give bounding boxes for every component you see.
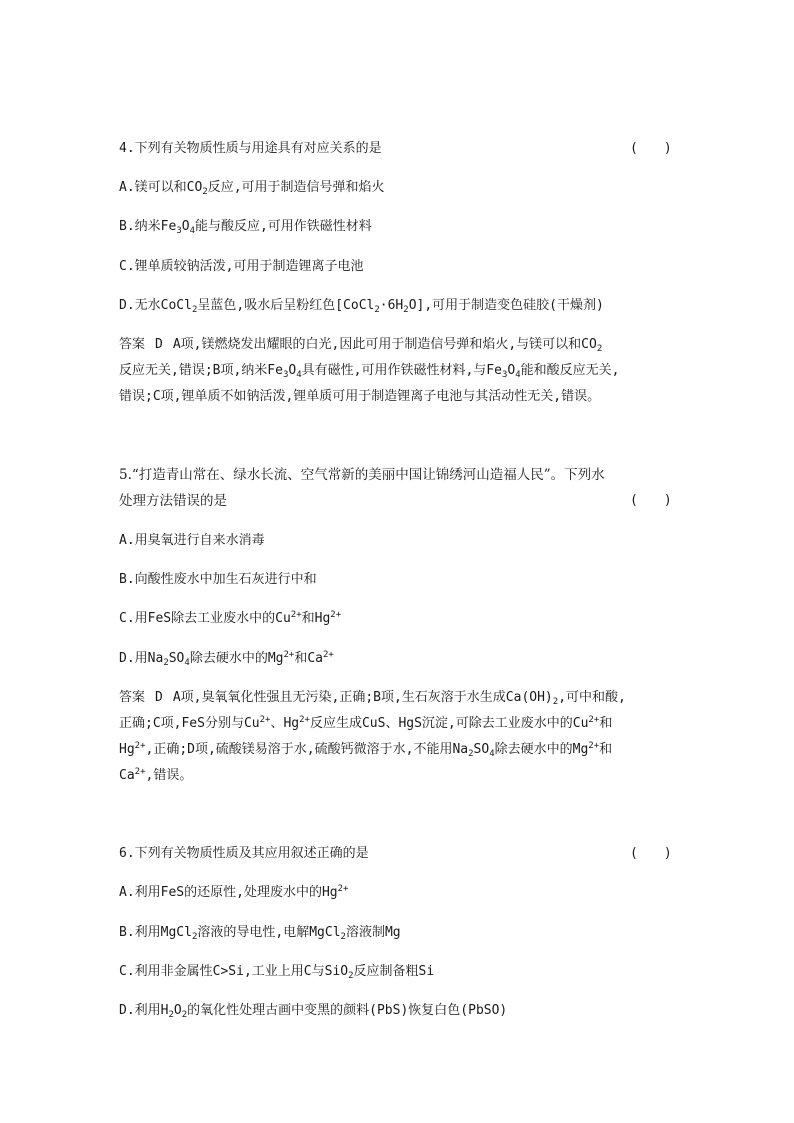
q4-explanation-line-3: 错误;C项,锂单质不如钠活泼,锂单质可用于制造锂离子电池与其活动性无关,错误。	[119, 389, 601, 404]
q4-option-d: D.无水CoCl$_2$呈蓝色,吸水后呈粉红色$[CoCl_2\cdot 6H_2O]$,可用于制造变色硅胶(干燥剂)	[119, 298, 604, 315]
q6-stem: 6.下列有关物质性质及其应用叙述正确的是	[119, 846, 369, 861]
q4-option-a: A.镁可以和$CO_2$反应,可用于制造信号弹和焰火	[119, 180, 385, 197]
q5-explanation-line-1: 答案 D A项,臭氧氧化性强且无污染,正确;B项,生石灰溶于水生成$Ca(OH)_2$,可中和酸,	[119, 690, 626, 707]
answer-key: D	[155, 337, 163, 352]
q4-option-b: B.纳米$Fe_3O_4$能与酸反应,可用作铁磁性材料	[119, 219, 372, 236]
answer-key: D	[155, 690, 163, 705]
q5-option-b: B.向酸性废水中加生石灰进行中和	[119, 572, 317, 587]
q5-option-a: A.用臭氧进行自来水消毒	[119, 533, 265, 548]
q5-option-d: D.用$Na_2SO_4$除去硬水中的$Mg^{2+}$和$Ca^{2+}$	[119, 650, 334, 668]
q4-answer-bracket: ( )	[630, 141, 672, 156]
q4-explanation-line-2: 反应无关,错误;B项,纳米$Fe_3O_4$具有磁性,可用作铁磁性材料,与$Fe_3O_4$能和酸反应无关,	[119, 363, 620, 380]
q4-option-c: C.锂单质较钠活泼,可用于制造锂离子电池	[119, 259, 364, 274]
q6-option-d: D.利用$H_2O_2$的氧化性处理古画中变黑的颜料(PbS)恢复白色(PbSO)	[119, 1003, 508, 1020]
q5-explanation-line-4: $Ca^{2+}$,错误。	[119, 767, 193, 783]
q5-explanation-line-2: 正确;C项,FeS分别与$Cu^{2+}$、$Hg^{2+}$反应生成CuS、HgS沉淀,可除去工业废水中的$Cu^{2+}$和	[119, 715, 613, 731]
q6-option-c: C.利用非金属性C>Si,工业上用C与SiO$_2$反应制备粗Si	[119, 964, 435, 981]
q5-stem-line-2: 处理方法错误的是	[119, 493, 227, 509]
q4-explanation-line-1: 答案 D A项,镁燃烧发出耀眼的白光,因此可用于制造信号弹和焰火,与镁可以和$CO_2$	[119, 337, 603, 354]
q5-stem-line-1: 5.“打造青山常在、绿水长流、空气常新的美丽中国让锦绣河山造福人民”。下列水	[119, 467, 605, 483]
q6-answer-bracket: ( )	[630, 846, 672, 861]
q5-option-c: C.用FeS除去工业废水中的$Cu^{2+}$和$Hg^{2+}$	[119, 610, 342, 626]
q5-answer-bracket: ( )	[630, 493, 672, 508]
answer-label: 答案	[119, 337, 146, 352]
q6-option-b: B.利用MgCl$_2$溶液的导电性,电解MgCl$_2$溶液制Mg	[119, 925, 401, 942]
q5-explanation-line-3: $Hg^{2+}$,正确;D项,硫酸镁易溶于水,硫酸钙微溶于水,不能用$Na_2SO_4$除去硬水中的$Mg^{2+}$和	[119, 741, 613, 759]
q6-option-a: A.利用FeS的还原性,处理废水中的$Hg^{2+}$	[119, 884, 349, 900]
answer-label: 答案	[119, 690, 146, 705]
q4-stem: 4.下列有关物质性质与用途具有对应关系的是	[119, 141, 382, 156]
